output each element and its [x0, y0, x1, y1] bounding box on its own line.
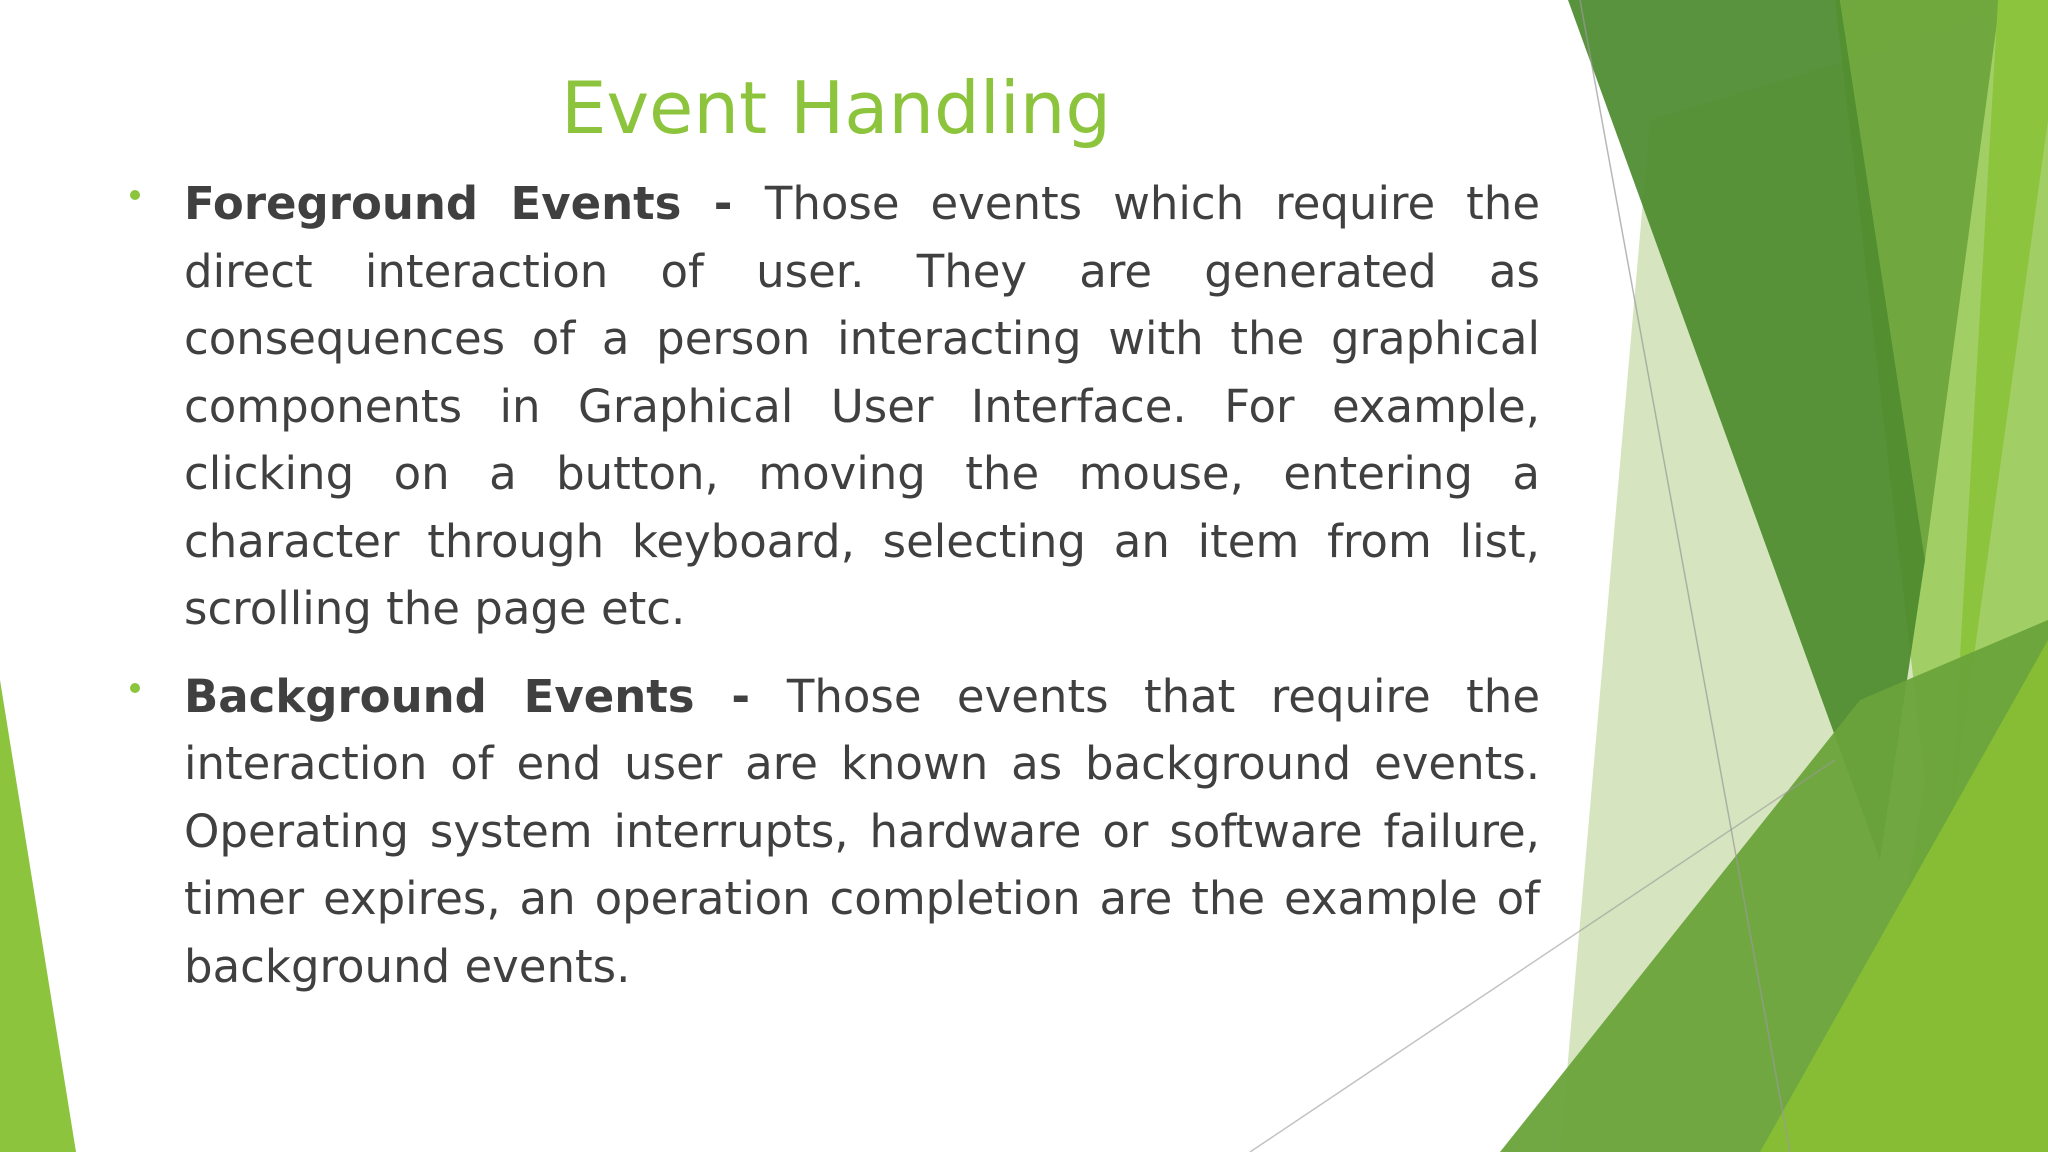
bullet-list: [128, 170, 1540, 1020]
bullet-dot-icon: [130, 190, 140, 200]
bullet-dot-icon: [130, 683, 140, 693]
bullet-paragraph: [184, 170, 1540, 643]
bullet-description: Those events which require the direct interaction of user. They are generated as consequences of a person interacting with the graphical components in Graphical User Interface. For example, clicking on a button, moving the mouse, entering a character through keyboard, selecting an item from list, scrolling the page etc.: [184, 177, 1541, 635]
bullet-paragraph: [184, 663, 1540, 1001]
left-green-shape: [0, 680, 76, 1152]
slide-title: Event Handling: [560, 66, 1112, 150]
bullet-item-background: [128, 663, 1540, 1001]
bullet-term: Background Events -: [184, 669, 787, 723]
bullet-description: Those events that require the interaction of end user are known as background events. Operating system interrupts, hardware or software failure, timer expires, an operation completion are the example of background events.: [184, 669, 1540, 993]
bullet-item-foreground: [128, 170, 1540, 643]
bullet-term: Foreground Events -: [184, 177, 765, 230]
